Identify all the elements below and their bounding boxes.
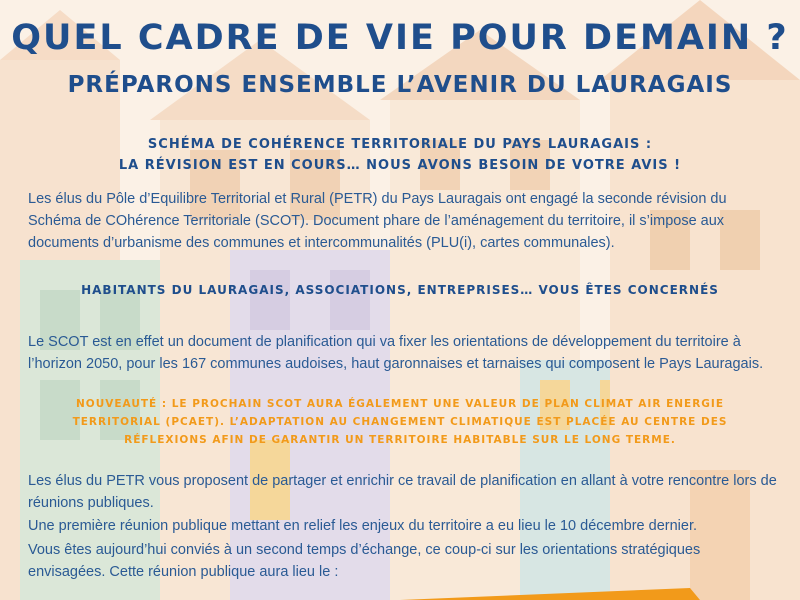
intro-heading-line-1: SCHÉMA DE COHÉRENCE TERRITORIALE DU PAYS LAURAGAIS : <box>147 137 653 152</box>
novelty-callout <box>20 395 780 449</box>
paragraph-first-meeting: Une première réunion publique mettant en relief les enjeux du territoire a eu lieu le 10 décembre dernier. <box>28 518 698 534</box>
novelty-line-1: NOUVEAUTÉ : LE PROCHAIN SCOT AURA ÉGALEMENT UNE VALEUR DE PLAN CLIMAT AIR ENERGIE <box>75 398 724 410</box>
paragraph-meetings: Les élus du PETR vous proposent de partager et enrichir ce travail de planification en allant à votre rencontre lors de réunions publiques. <box>28 473 777 511</box>
paragraph-petr-intro: Les élus du Pôle d’Equilibre Territorial et Rural (PETR) du Pays Lauragais ont engagé la seconde révision du Schéma de COhérence Territoriale (SCOT). Document phare de l’aménagement du territoire, il s’impose aux documents d’urbanisme des communes et intercommunalités (PLU(i), cartes communales). <box>28 191 727 251</box>
concerned-heading: HABITANTS DU LAURAGAIS, ASSOCIATIONS, ENTREPRISES… VOUS ÊTES CONCERNÉS <box>81 283 719 297</box>
main-title: QUEL CADRE DE VIE POUR DEMAIN ? <box>11 18 789 58</box>
intro-heading-line-2: LA RÉVISION EST EN COURS… NOUS AVONS BESOIN DE VOTRE AVIS ! <box>118 158 682 173</box>
novelty-line-2: TERRITORIAL (PCAET). L’ADAPTATION AU CHANGEMENT CLIMATIQUE EST PLACÉE AU CENTRE DES <box>72 416 728 428</box>
main-subtitle: PRÉPARONS ENSEMBLE L’AVENIR DU LAURAGAIS <box>67 72 733 98</box>
paragraph-second-meeting: Vous êtes aujourd’hui conviés à un second temps d’échange, ce coup-ci sur les orientations stratégiques envisagées. Cette réunion publique aura lieu le : <box>28 542 701 580</box>
paragraph-scot-definition: Le SCOT est en effet un document de planification qui va fixer les orientations de développement du territoire à l’horizon 2050, pour les 167 communes audoises, haut garonnaises et tarnaises qui composent le Pays Lauragais. <box>28 334 764 372</box>
novelty-line-3: RÉFLEXIONS AFIN DE GARANTIR UN TERRITOIRE HABITABLE SUR LE LONG TERME. <box>124 434 676 446</box>
